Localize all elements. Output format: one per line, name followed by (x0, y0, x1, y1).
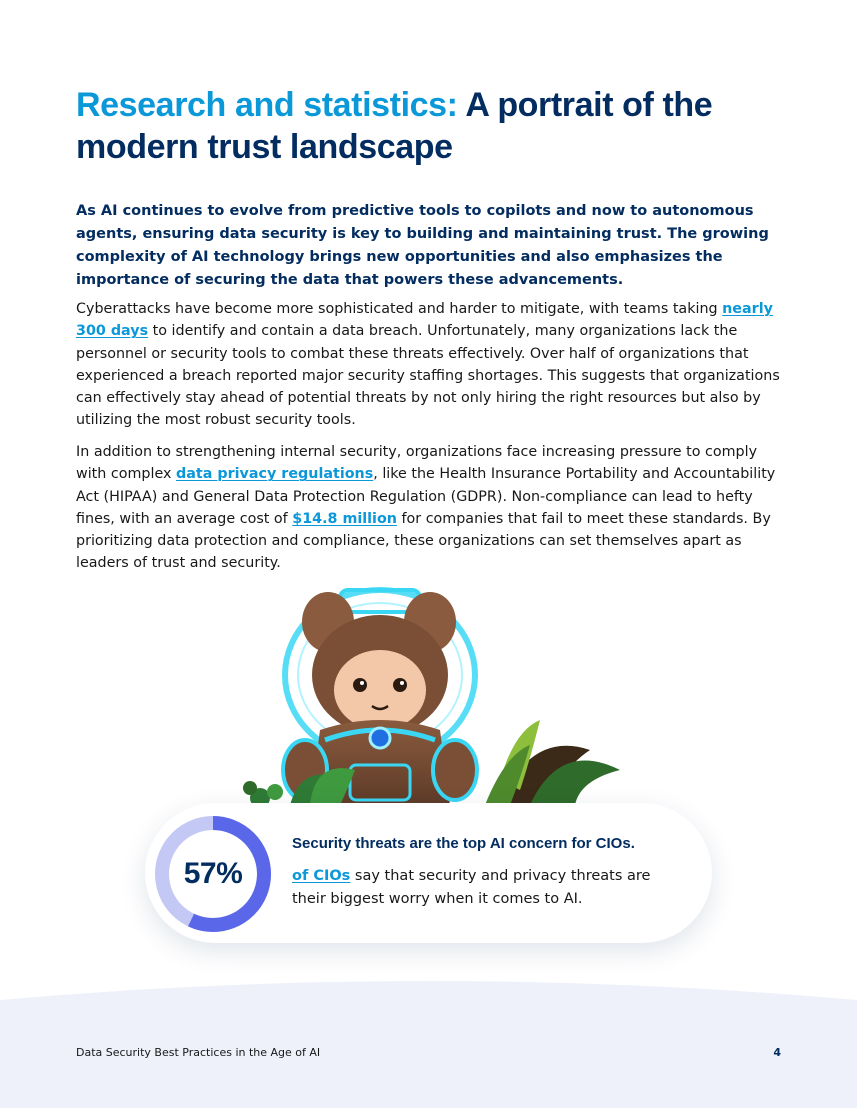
page-title-accent: Research and statistics: (76, 86, 458, 124)
para2-text-before: In addition to strengthening internal security, organizations face increasing pressure to comply with complex (76, 444, 758, 483)
astro-mascot-illustration (230, 580, 630, 810)
stat-body (292, 865, 662, 910)
body-paragraph-1 (76, 298, 786, 432)
para1-text-before: Cyberattacks have become more sophisticated and harder to mitigate, with teams taking (76, 301, 723, 317)
of-cios-link[interactable]: of CIOs (292, 868, 351, 884)
page-title (76, 84, 796, 168)
foliage-right (485, 720, 620, 805)
stat-heading: Security threats are the top AI concern for CIOs. (292, 835, 635, 852)
footer-title: Data Security Best Practices in the Age of AI (76, 1046, 321, 1059)
data-privacy-regulations-link[interactable]: data privacy regulations (176, 466, 374, 483)
page-title-rest: A portrait of the modern trust landscape (76, 86, 713, 166)
footer-background (0, 970, 857, 1108)
fourteen-point-eight-million-link[interactable]: $14.8 million (292, 510, 397, 527)
page-number: 4 (773, 1046, 781, 1059)
para1-text-after: to identify and contain a data breach. Unfortunately, many organizations lack the personnel or security tools to combat these threats effectively. Over half of organizations that experienced a breach reported major security staffing shortages. This suggests that organizations can effectively stay ahead of potential threats by not only hiring the right resources but also by utilizing the most robust security tools. (76, 323, 780, 429)
nearly-300-days-link[interactable]: nearly 300 days (76, 301, 773, 340)
para2-text-after: for companies that fail to meet these standards. By prioritizing data protection and compliance, these organizations can set themselves apart as leaders of trust and security. (76, 510, 771, 572)
body-paragraph-2 (76, 441, 786, 575)
stat-body-text: say that security and privacy threats are their biggest worry when it comes to AI. (292, 868, 651, 907)
para2-text-middle: , like the Health Insurance Portability and Accountability Act (HIPAA) and General Data Protection Regulation (GDPR). Non-compliance can lead to hefty fines, with an average cost of (76, 466, 776, 527)
stat-percentage: 57% (183, 857, 243, 890)
lead-paragraph: As AI continues to evolve from predictive tools to copilots and now to autonomous agents, ensuring data security is key to building and maintaining trust. The growing complexity of AI technology brings new opportunities and also emphasizes the importance of securing the data that powers these advancements. (76, 203, 769, 288)
